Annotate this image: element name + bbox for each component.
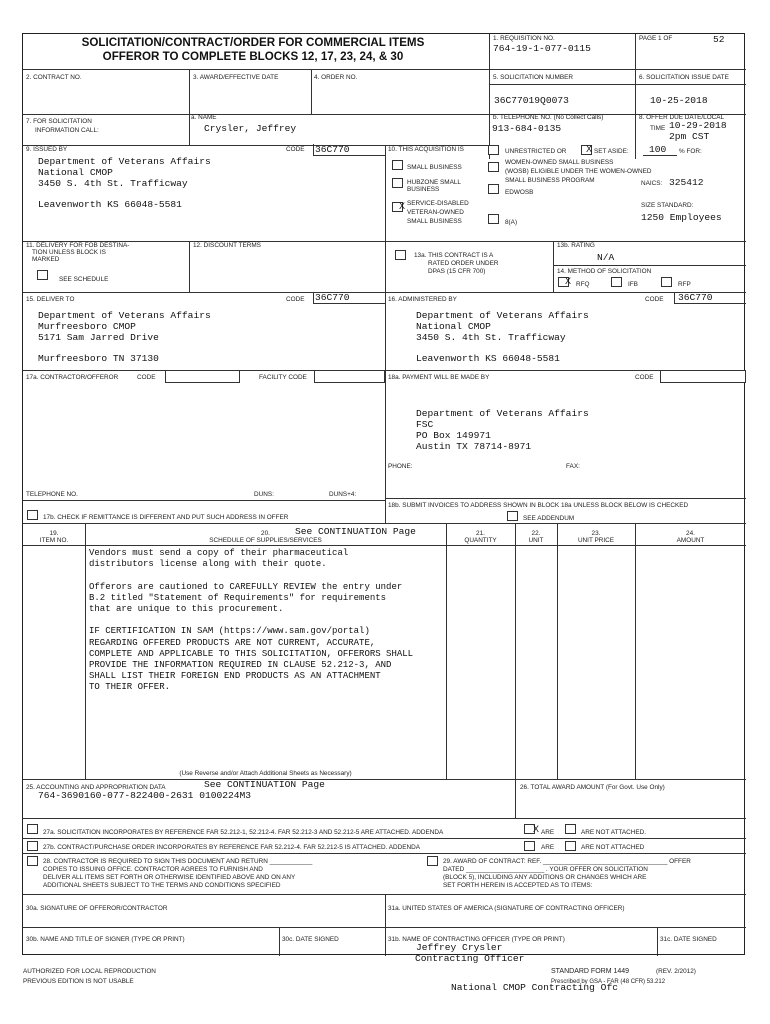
administered-by-line2: National CMOP	[416, 321, 491, 332]
issued-by-line1: Department of Veterans Affairs	[38, 156, 211, 167]
schedule-continuation: See CONTINUATION Page	[295, 526, 416, 537]
see-schedule-label: SEE SCHEDULE	[59, 276, 109, 283]
delivery-label-3: MARKED	[32, 256, 60, 263]
delivery-label-2: TION UNLESS BLOCK IS	[32, 249, 106, 256]
rating-value: N/A	[597, 252, 615, 263]
wosb-checkbox[interactable]	[488, 162, 499, 172]
rated-label-1: 13a. THIS CONTRACT IS A	[414, 252, 494, 259]
clause-28-line4: ADDITIONAL SHEETS SUBJECT TO THE TERMS AND CONDITIONS SPECIFIED	[43, 882, 281, 889]
issued-by-line3: 3450 S. 4th St. Trafficway	[38, 178, 188, 189]
col21-number: 21.	[476, 530, 485, 537]
sdvosb-label-3: SMALL BUSINESS	[407, 218, 462, 225]
payment-label: 18a. PAYMENT WILL BE MADE BY	[388, 374, 490, 381]
administered-by-line4: Leavenworth KS 66048-5581	[416, 353, 560, 364]
duns4-label: DUNS+4:	[329, 491, 357, 498]
accounting-data: 764-3690160-077-822400-2631 0100224M3	[38, 790, 252, 801]
signer-name-label: 30b. NAME AND TITLE OF SIGNER (TYPE OR PRINT)	[26, 936, 185, 943]
wosb-label-3: SMALL BUSINESS PROGRAM	[505, 177, 595, 184]
sdvosb-label-1: SERVICE-DISABLED	[407, 200, 469, 207]
method-label: 14. METHOD OF SOLICITATION	[557, 268, 652, 275]
sdvosb-label-2: VETERAN-OWNED	[407, 209, 464, 216]
small-business-checkbox[interactable]	[392, 160, 403, 170]
payment-code-field[interactable]	[660, 370, 746, 383]
clause-28-line2: COPIES TO ISSUING OFFICE. CONTRACTOR AGREES TO FURNISH AND	[43, 866, 263, 873]
page-label: PAGE 1 OF	[639, 35, 673, 42]
clause-28-line3: DELIVER ALL ITEMS SET FORTH OR OTHERWISE IDENTIFIED ABOVE AND ON ANY	[43, 874, 296, 881]
contractor-code-label: CODE	[137, 374, 156, 381]
size-standard-label: SIZE STANDARD:	[641, 202, 694, 209]
requisition-label: 1. REQUISITION NO.	[493, 35, 555, 42]
footer-prescribed: Prescribed by GSA - FAR (48 CFR) 53.212	[551, 979, 666, 985]
clause-27b-are-not: ARE NOT ATTACHED	[581, 844, 645, 851]
see-addendum-label: SEE ADDENDUM	[523, 515, 575, 522]
clause-27a-checkbox[interactable]	[27, 824, 38, 834]
administered-by-label: 16. ADMINISTERED BY	[388, 296, 457, 303]
acquisition-label: 10. THIS ACQUISITION IS	[388, 146, 464, 153]
issued-by-code: 36C770	[315, 144, 350, 155]
clause-29-line2: DATED ______________________ . YOUR OFFER ON SOLICITATION	[443, 866, 648, 873]
rfq-mark: X	[565, 276, 572, 286]
remittance-label: 17b. CHECK IF REMITTANCE IS DIFFERENT AND PUT SUCH ADDRESS IN OFFER	[43, 514, 289, 521]
officer-name-label: 31b. NAME OF CONTRACTING OFFICER (TYPE OR PRINT)	[388, 936, 565, 943]
time-label: TIME	[650, 125, 666, 132]
set-aside-label: SET ASIDE:	[594, 148, 629, 155]
deliver-to-line1: Department of Veterans Affairs	[38, 310, 211, 321]
percent-for-label: % FOR:	[679, 148, 702, 155]
clause-29-checkbox[interactable]	[427, 856, 438, 866]
rated-order-checkbox[interactable]	[395, 250, 406, 260]
administered-by-line1: Department of Veterans Affairs	[416, 310, 589, 321]
clause-27b-are-not-checkbox[interactable]	[565, 841, 576, 851]
issued-by-line4: Leavenworth KS 66048-5581	[38, 199, 182, 210]
contact-name: Crysler, Jeffrey	[204, 123, 297, 134]
order-no-label: 4. ORDER NO.	[314, 74, 358, 81]
facility-code-field[interactable]	[314, 370, 385, 383]
administered-by-line3: 3450 S. 4th St. Trafficway	[416, 332, 566, 343]
clause-27a-are: ARE	[541, 829, 555, 836]
clause-27a-mark: X	[533, 824, 540, 834]
edwosb-checkbox[interactable]	[488, 184, 499, 194]
clause-29-line3: (BLOCK 5), INCLUDING ANY ADDITIONS OR CHANGES WHICH ARE	[443, 874, 647, 881]
form-title-line1: SOLICITATION/CONTRACT/ORDER FOR COMMERCIAL ITEMS	[81, 36, 425, 49]
issued-by-label: 9. ISSUED BY	[26, 146, 68, 153]
award-date-label: 3. AWARD/EFFECTIVE DATE	[193, 74, 279, 81]
contractor-code-field[interactable]	[165, 370, 240, 383]
clause-28-line1: 28. CONTRACTOR IS REQUIRED TO SIGN THIS DOCUMENT AND RETURN ____________	[43, 858, 313, 865]
col22-header: UNIT	[528, 537, 544, 544]
issued-by-line2: National CMOP	[38, 167, 113, 178]
solicitation-number: 36C77019Q0073	[494, 95, 569, 106]
form-sf1449	[22, 33, 745, 955]
deliver-to-line4: Murfreesboro TN 37130	[38, 353, 159, 364]
officer-date-signed-label: 31c. DATE SIGNED	[660, 936, 717, 943]
clause-27a-are-not: ARE NOT ATTACHED.	[581, 829, 646, 836]
officer-name: Jeffrey Crysler	[416, 942, 503, 953]
signature-offeror-label: 30a. SIGNATURE OF OFFEROR/CONTRACTOR	[26, 905, 168, 912]
deliver-to-code: 36C770	[315, 292, 350, 303]
offer-due-label: 8. OFFER DUE DATE/LOCAL	[639, 114, 725, 121]
footer-previous-edition: PREVIOUS EDITION IS NOT USABLE	[23, 978, 134, 985]
signature-officer-label: 31a. UNITED STATES OF AMERICA (SIGNATURE OF CONTRACTING OFFICER)	[388, 905, 625, 912]
payment-line3: PO Box 149971	[416, 430, 491, 441]
wosb-label-1: WOMEN-OWNED SMALL BUSINESS	[505, 159, 614, 166]
deliver-to-code-label: CODE	[286, 296, 305, 303]
offer-due-time: 2pm CST	[669, 131, 710, 142]
remittance-checkbox[interactable]	[27, 510, 38, 520]
deliver-to-line2: Murfreesboro CMOP	[38, 321, 136, 332]
col21-header: QUANTITY	[464, 537, 497, 544]
sdvosb-mark: X	[399, 201, 406, 211]
eight-a-label: 8(A)	[505, 219, 518, 226]
payment-line2: FSC	[416, 419, 434, 430]
unrestricted-checkbox[interactable]	[488, 145, 499, 155]
total-award-label: 26. TOTAL AWARD AMOUNT (For Govt. Use Only)	[520, 784, 665, 791]
ifb-label: IFB	[628, 281, 638, 288]
edwosb-label: EDWOSB	[505, 189, 534, 196]
payment-line1: Department of Veterans Affairs	[416, 408, 589, 419]
contractor-label: 17a. CONTRACTOR/OFFEROR	[26, 374, 119, 381]
see-schedule-checkbox[interactable]	[37, 270, 48, 280]
delivery-label-1: 11. DELIVERY FOR FOB DESTINA-	[26, 242, 130, 249]
officer-title: Contracting Officer	[415, 953, 525, 964]
col20-number: 20.	[261, 530, 270, 537]
payment-fax-label: FAX:	[566, 463, 580, 470]
footer-revision: (REV. 2/2012)	[656, 968, 696, 975]
clause-27b-are-checkbox[interactable]	[524, 841, 535, 851]
hubzone-label-2: BUSINESS	[407, 186, 440, 193]
issue-date-label: 6. SOLICITATION ISSUE DATE	[639, 74, 729, 81]
page-total: 52	[713, 34, 725, 45]
col19-header: ITEM NO.	[39, 537, 69, 544]
reverse-note: (Use Reverse and/or Attach Additional Sheets as Necessary)	[179, 770, 352, 777]
administered-by-code: 36C770	[678, 292, 713, 303]
set-aside-mark: X	[586, 144, 593, 154]
for-solicitation-label-2: INFORMATION CALL:	[35, 127, 99, 134]
set-aside-percent: 100	[649, 144, 667, 155]
deliver-to-label: 15. DELIVER TO	[26, 296, 75, 303]
clause-27b-label: 27b. CONTRACT/PURCHASE ORDER INCORPORATES BY REFERENCE FAR 52.212-4. FAR 52.212-5 IS ATTACHED. ADDENDA	[43, 844, 421, 851]
accounting-continuation: See CONTINUATION Page	[204, 779, 325, 790]
unrestricted-label: UNRESTRICTED OR	[505, 148, 567, 155]
footer-authorized: AUTHORIZED FOR LOCAL REPRODUCTION	[23, 968, 156, 975]
col24-number: 24.	[686, 530, 695, 537]
schedule-body-text: Vendors must send a copy of their pharmaceutical distributors license along with their quote. Offerors are cautioned to CAREFULLY REVIEW the entry under B.2 titled "Statement of Requirements" for requirements that are unique to this procurement. IF CERTIFICATION IN SAM (https://www.sam.gov/portal) REGARDING OFFERED PRODUCTS ARE NOT CURRENT, ACCURATE, COMPLETE AND APPLICABLE TO THIS SOLICITATION, OFFERORS SHALL PROVIDE THE INFORMATION REQUIRED IN CLAUSE 52.212-3, AND SHALL LIST THEIR FOREIGN END PRODUCTS AS AN ATTACHMENT TO THEIR OFFER.	[89, 548, 414, 693]
submit-invoices-label: 18b. SUBMIT INVOICES TO ADDRESS SHOWN IN BLOCK 18a UNLESS BLOCK BELOW IS CHECKED	[388, 502, 689, 509]
clause-27a-are-not-checkbox[interactable]	[565, 824, 576, 834]
rating-label: 13b. RATING	[557, 242, 595, 249]
hubzone-label-1: HUBZONE SMALL	[407, 179, 461, 186]
clause-29-line1: 29. AWARD OF CONTRACT: REF. ___________________________________ OFFER	[443, 858, 691, 865]
footer-form-number: STANDARD FORM 1449	[551, 968, 630, 975]
eight-a-checkbox[interactable]	[488, 214, 499, 224]
contact-name-label: a. NAME	[191, 114, 217, 121]
naics-code: 325412	[669, 177, 704, 188]
size-standard: 1250 Employees	[641, 212, 722, 223]
payment-code-label: CODE	[635, 374, 654, 381]
telephone-number: 913-684-0135	[492, 123, 562, 134]
contract-no-label: 2. CONTRACT NO.	[26, 74, 82, 81]
footer-office: National CMOP Contracting Ofc	[451, 982, 618, 993]
payment-phone-label: PHONE:	[388, 463, 413, 470]
solicitation-number-label: 5. SOLICITATION NUMBER	[493, 74, 574, 81]
hubzone-checkbox[interactable]	[392, 178, 403, 188]
col19-number: 19.	[49, 530, 59, 537]
accounting-label: 25. ACCOUNTING AND APPROPRIATION DATA	[26, 784, 166, 791]
see-addendum-checkbox[interactable]	[507, 511, 518, 521]
ifb-checkbox[interactable]	[611, 277, 622, 287]
col23-header: UNIT PRICE	[577, 537, 615, 544]
clause-27b-are: ARE	[541, 844, 555, 851]
col23-number: 23.	[591, 530, 601, 537]
col20-header: SCHEDULE OF SUPPLIES/SERVICES	[209, 537, 322, 544]
administered-by-code-label: CODE	[645, 296, 664, 303]
issued-by-code-label: CODE	[286, 146, 305, 153]
requisition-number: 764-19-1-077-0115	[493, 43, 591, 54]
wosb-label-2: (WOSB) ELIGIBLE UNDER THE WOMEN-OWNED	[505, 168, 652, 175]
offer-due-date: 10-29-2018	[669, 120, 727, 131]
rated-label-3: DPAS (15 CFR 700)	[428, 268, 486, 275]
rfq-label: RFQ	[576, 281, 590, 288]
telephone-label: b. TELEPHONE NO. (No Collect Calls)	[493, 114, 604, 121]
form-title-line2: OFFEROR TO COMPLETE BLOCKS 12, 17, 23, 24, & 30	[102, 50, 404, 63]
issue-date: 10-25-2018	[650, 95, 708, 106]
for-solicitation-label-1: 7. FOR SOLICITATION	[26, 118, 92, 125]
col24-header: AMOUNT	[676, 537, 705, 544]
discount-terms-label: 12. DISCOUNT TERMS	[193, 242, 261, 249]
payment-line4: Austin TX 78714-8971	[416, 441, 532, 452]
clause-27b-checkbox[interactable]	[27, 841, 38, 851]
offeror-date-signed-label: 30c. DATE SIGNED	[282, 936, 339, 943]
deliver-to-line3: 5171 Sam Jarred Drive	[38, 332, 159, 343]
clause-29-line4: SET FORTH HEREIN IS ACCEPTED AS TO ITEMS:	[443, 882, 593, 889]
duns-label: DUNS:	[254, 491, 274, 498]
telephone-no-label: TELEPHONE NO.	[26, 491, 78, 498]
clause-28-checkbox[interactable]	[27, 856, 38, 866]
rated-label-2: RATED ORDER UNDER	[428, 260, 499, 267]
rfp-label: RFP	[678, 281, 691, 288]
col22-number: 22.	[531, 530, 541, 537]
rfp-checkbox[interactable]	[661, 277, 672, 287]
naics-label: NAICS:	[641, 180, 663, 187]
small-business-label: SMALL BUSINESS	[407, 164, 462, 171]
facility-code-label: FACILITY CODE	[259, 374, 307, 381]
clause-27a-label: 27a. SOLICITATION INCORPORATES BY REFERENCE FAR 52.212-1, 52.212-4. FAR 52.212-3 AND 52.212-5 ARE ATTACHED. ADDENDA	[43, 829, 444, 836]
